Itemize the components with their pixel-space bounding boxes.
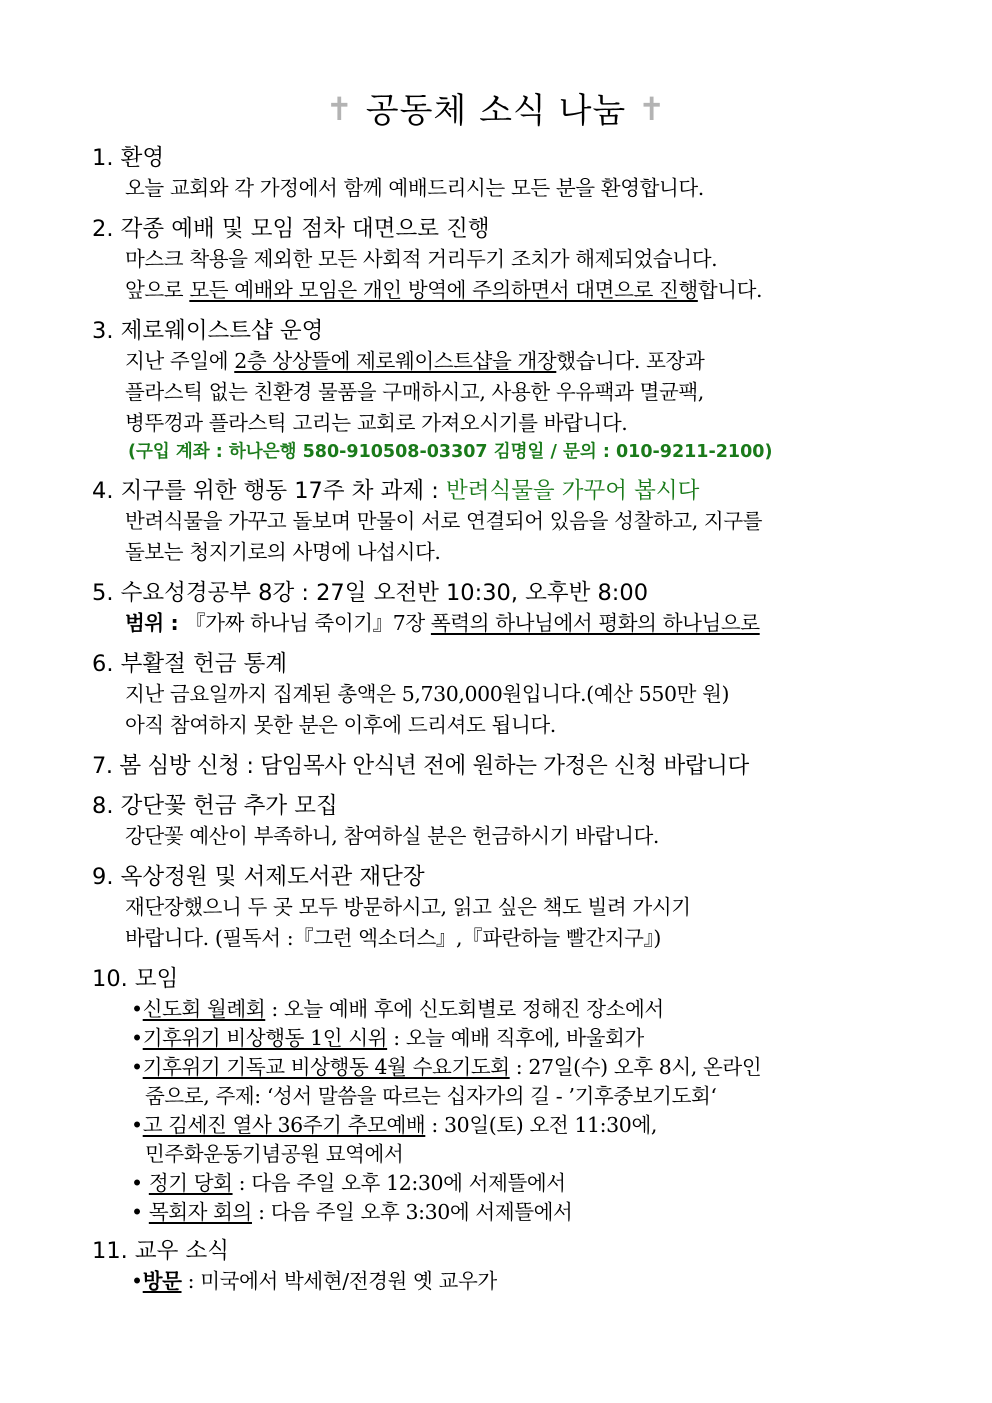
item-4-heading-highlight: 반려식물을 가꾸어 봅시다: [445, 478, 700, 504]
item-3-text-2: 플라스틱 없는 친환경 물품을 구매하시고, 사용한 우유팩과 멸균팩,: [125, 380, 704, 404]
item-5-heading: 5. 수요성경공부 8강 : 27일 오전반 10:30, 오후반 8:00: [92, 580, 649, 606]
cross-right-icon: ✝: [638, 90, 667, 128]
item-3-text-1-pre: 지난 주일에: [125, 349, 235, 373]
bullet-icon: •: [131, 997, 143, 1021]
item-10-bullet-1-text: : 오늘 예배 후에 신도회별로 정해진 장소에서: [265, 997, 664, 1021]
item-2-text-2-pre: 앞으로: [125, 278, 190, 302]
item-2-text-1: 마스크 착용을 제외한 모든 사회적 거리두기 조치가 해제되었습니다.: [125, 247, 718, 271]
item-2-text-2-post: 합니다.: [697, 278, 763, 302]
item-10-bullet-5-title: 정기 당회: [148, 1171, 233, 1195]
page-title: [0, 84, 992, 136]
item-3-heading: 3. 제로웨이스트샵 운영: [92, 318, 324, 344]
item-6-text-2: 아직 참여하지 못한 분은 이후에 드리셔도 됩니다.: [125, 713, 556, 737]
bullet-icon: •: [131, 1113, 143, 1137]
item-10-bullet-6: [131, 1197, 572, 1228]
item-1-heading: 1. 환영: [92, 145, 165, 171]
item-10-bullet-2-title: 기후위기 비상행동 1인 시위: [142, 1026, 388, 1050]
item-10-heading: 10. 모임: [92, 966, 179, 992]
item-11-bullet-1-text: : 미국에서 박세현/전경원 옛 교우가: [181, 1269, 497, 1293]
item-6-text-1: 지난 금요일까지 집계된 총액은 5,730,000원입니다.(예산 550만 원): [125, 682, 730, 706]
item-10-bullet-4-text: : 30일(토) 오전 11:30에,: [425, 1113, 657, 1137]
item-5-underlined: 폭력의 하나님에서 평화의 하나님으로: [430, 611, 760, 635]
item-10-bullet-6-title: 목회자 회의: [148, 1200, 252, 1224]
item-10-bullet-3-title: 기후위기 기독교 비상행동 4월 수요기도회: [142, 1055, 510, 1079]
cross-left-icon: ✝: [325, 90, 354, 128]
item-3-text-3: 병뚜껑과 플라스틱 고리는 교회로 가져오시기를 바랍니다.: [125, 411, 628, 435]
bullet-icon: •: [131, 1026, 143, 1050]
item-11-bullet-1: [131, 1266, 497, 1297]
item-2-heading: 2. 각종 예배 및 모임 점차 대면으로 진행: [92, 216, 490, 242]
bullet-icon: •: [131, 1171, 143, 1195]
item-3-text-1-post: 했습니다. 포장과: [556, 349, 705, 373]
item-10-bullet-2: [131, 1023, 644, 1054]
item-8-heading: 8. 강단꽃 헌금 추가 모집: [92, 793, 338, 819]
item-6-heading: 6. 부활절 헌금 통계: [92, 651, 288, 677]
item-4-text-2: 돌보는 청지기로의 사명에 나섭시다.: [125, 540, 441, 564]
item-10-bullet-5-text: : 다음 주일 오후 12:30에 서제뜰에서: [232, 1171, 566, 1195]
item-4-text-1: 반려식물을 가꾸고 돌보며 만물이 서로 연결되어 있음을 성찰하고, 지구를: [125, 509, 763, 533]
item-4-heading-text: 4. 지구를 위한 행동 17주 차 과제 :: [92, 478, 446, 504]
item-10-bullet-4-line-2: 민주화운동기념공원 묘역에서: [145, 1142, 404, 1166]
item-10-bullet-6-text: : 다음 주일 오후 3:30에 서제뜰에서: [251, 1200, 573, 1224]
item-3-text-1: [125, 346, 704, 377]
bullet-icon: •: [131, 1269, 143, 1293]
item-5-range: [125, 608, 760, 639]
item-8-text-1: 강단꽃 예산이 부족하니, 참여하실 분은 헌금하시기 바랍니다.: [125, 824, 660, 848]
item-2-text-2: [125, 275, 762, 306]
item-2-underlined: 모든 예배와 모임은 개인 방역에 주의하면서 대면으로 진행: [189, 278, 698, 302]
item-7-heading: 7. 봄 심방 신청 : 담임목사 안식년 전에 원하는 가정은 신청 바랍니다: [92, 753, 749, 779]
item-10-bullet-3-line-2: 줌으로, 주제: ‘성서 말씀을 따르는 십자가의 길 - ’기후중보기도회‘: [145, 1084, 717, 1108]
item-10-bullet-1: [131, 994, 664, 1025]
bullet-icon: •: [131, 1055, 143, 1079]
bullet-icon: •: [131, 1200, 143, 1224]
item-9-heading: 9. 옥상정원 및 서제도서관 재단장: [92, 864, 425, 890]
item-5-range-text: 『가짜 하나님 죽이기』7장: [185, 611, 431, 635]
item-10-bullet-5: [131, 1168, 566, 1199]
item-10-bullet-2-text: : 오늘 예배 직후에, 바울회가: [387, 1026, 644, 1050]
item-9-text-2: 바랍니다. (필독서 :『그런 엑소더스』,『파란하늘 빨간지구』): [125, 926, 662, 950]
item-10-bullet-3-text: : 27일(수) 오후 8시, 온라인: [509, 1055, 762, 1079]
item-3-underlined: 2층 상상뜰에 제로웨이스트샵을 개장: [234, 349, 557, 373]
item-10-bullet-3: [131, 1052, 761, 1083]
item-3-account-info: (구입 계좌 : 하나은행 580-910508-03307 김명일 / 문의 : 010-9211-2100): [128, 442, 773, 462]
item-1-text: 오늘 교회와 각 가정에서 함께 예배드리시는 모든 분을 환영합니다.: [125, 176, 704, 200]
item-5-range-label: 범위 :: [125, 611, 186, 635]
page-title-text: 공동체 소식 나눔: [365, 91, 627, 131]
item-11-heading: 11. 교우 소식: [92, 1238, 230, 1264]
item-10-bullet-4: [131, 1110, 657, 1141]
item-4-heading: [92, 475, 699, 507]
item-9-text-1: 재단장했으니 두 곳 모두 방문하시고, 읽고 싶은 책도 빌려 가시기: [125, 895, 691, 919]
item-11-bullet-1-title: 방문: [142, 1269, 182, 1293]
item-10-bullet-4-title: 고 김세진 열사 36주기 추모예배: [142, 1113, 426, 1137]
item-10-bullet-1-title: 신도회 월례회: [142, 997, 266, 1021]
